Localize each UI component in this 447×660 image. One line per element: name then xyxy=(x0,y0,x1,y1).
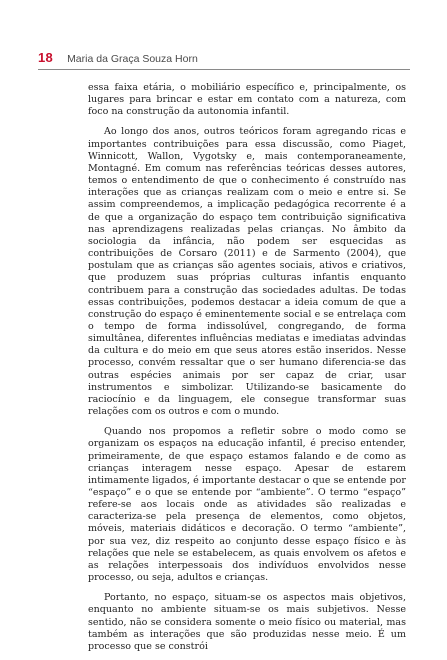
paragraph-continued: essa faixa etária, o mobiliário específico e, principalmente, os lugares para brincar e estar em contato com a natureza, com foco na construção da autonomia infantil. xyxy=(88,82,406,118)
paragraph-conclusion: Portanto, no espaço, situam-se os aspectos mais objetivos, enquanto no ambiente situam-se os mais subjetivos. Nesse sentido, não se considera somente o meio físico ou material, mas também as interações que são produzidas nesse meio. É um processo que se constrói xyxy=(88,592,406,652)
body-text xyxy=(88,82,406,653)
page-number: 18 xyxy=(38,50,54,65)
running-head-author: Maria da Graça Souza Horn xyxy=(67,53,198,65)
paragraph-theorists: Ao longo dos anos, outros teóricos foram agregando ricas e importantes contribuições para essa discussão, como Piaget, Winnicott, Wallon, Vygotsky e, mais contemporaneamente, Montagné. Em comum nas referências teóricas desses autores, temos o entendimento de que o conhecimento é construído nas interações que as crianças realizam com o meio e entre si. Se assim compreendemos, a implicação pedagógica recorrente é a de que a organização do espaço tem contribuição significativa nas aprendizagens realizadas pelas crianças. No âmbito da sociologia da infância, não podem ser esquecidas as contribuições de Corsaro (2011) e de Sarmento (2004), que postulam que as crianças são agentes sociais, ativos e criativos, que produzem suas próprias culturas infantis enquanto contribuem para a construção das sociedades adultas. De todas essas contribuições, podemos destacar a ideia comum de que a construção do espaço é eminentemente social e se entrelaça com o tempo de forma indissolúvel, congregando, de forma simultânea, diferentes influências mediatas e imediatas advindas da cultura e do meio em que seus atores estão inseridos. Nesse processo, convém ressaltar que o ser humano diferencia-se das outras espécies animais por ser capaz de criar, usar instrumentos e simbolizar. Utilizando-se basicamente do raciocínio e da linguagem, ele consegue transformar suas relações com os outros e com o mundo. xyxy=(88,126,406,418)
paragraph-space-vs-environment: Quando nos propomos a refletir sobre o modo como se organizam os espaços na educação infantil, é preciso entender, primeiramente, de que espaço estamos falando e de como as crianças interagem nesse espaço. Apesar de estarem intimamente ligados, é importante destacar o que se entende por “espaço” e o que se entende por “ambiente”. O termo “espaço” refere-se aos locais onde as atividades são realizadas e caracteriza-se pela presença de elementos, como objetos, móveis, materiais didáticos e decoração. O termo “ambiente”, por sua vez, diz respeito ao conjunto desse espaço físico e às relações que nele se estabelecem, as quais envolvem os afetos e as relações interpessoais dos indivíduos envolvidos nesse processo, ou seja, adultos e crianças. xyxy=(88,426,406,584)
page-header xyxy=(38,50,410,68)
header-divider xyxy=(38,69,410,70)
